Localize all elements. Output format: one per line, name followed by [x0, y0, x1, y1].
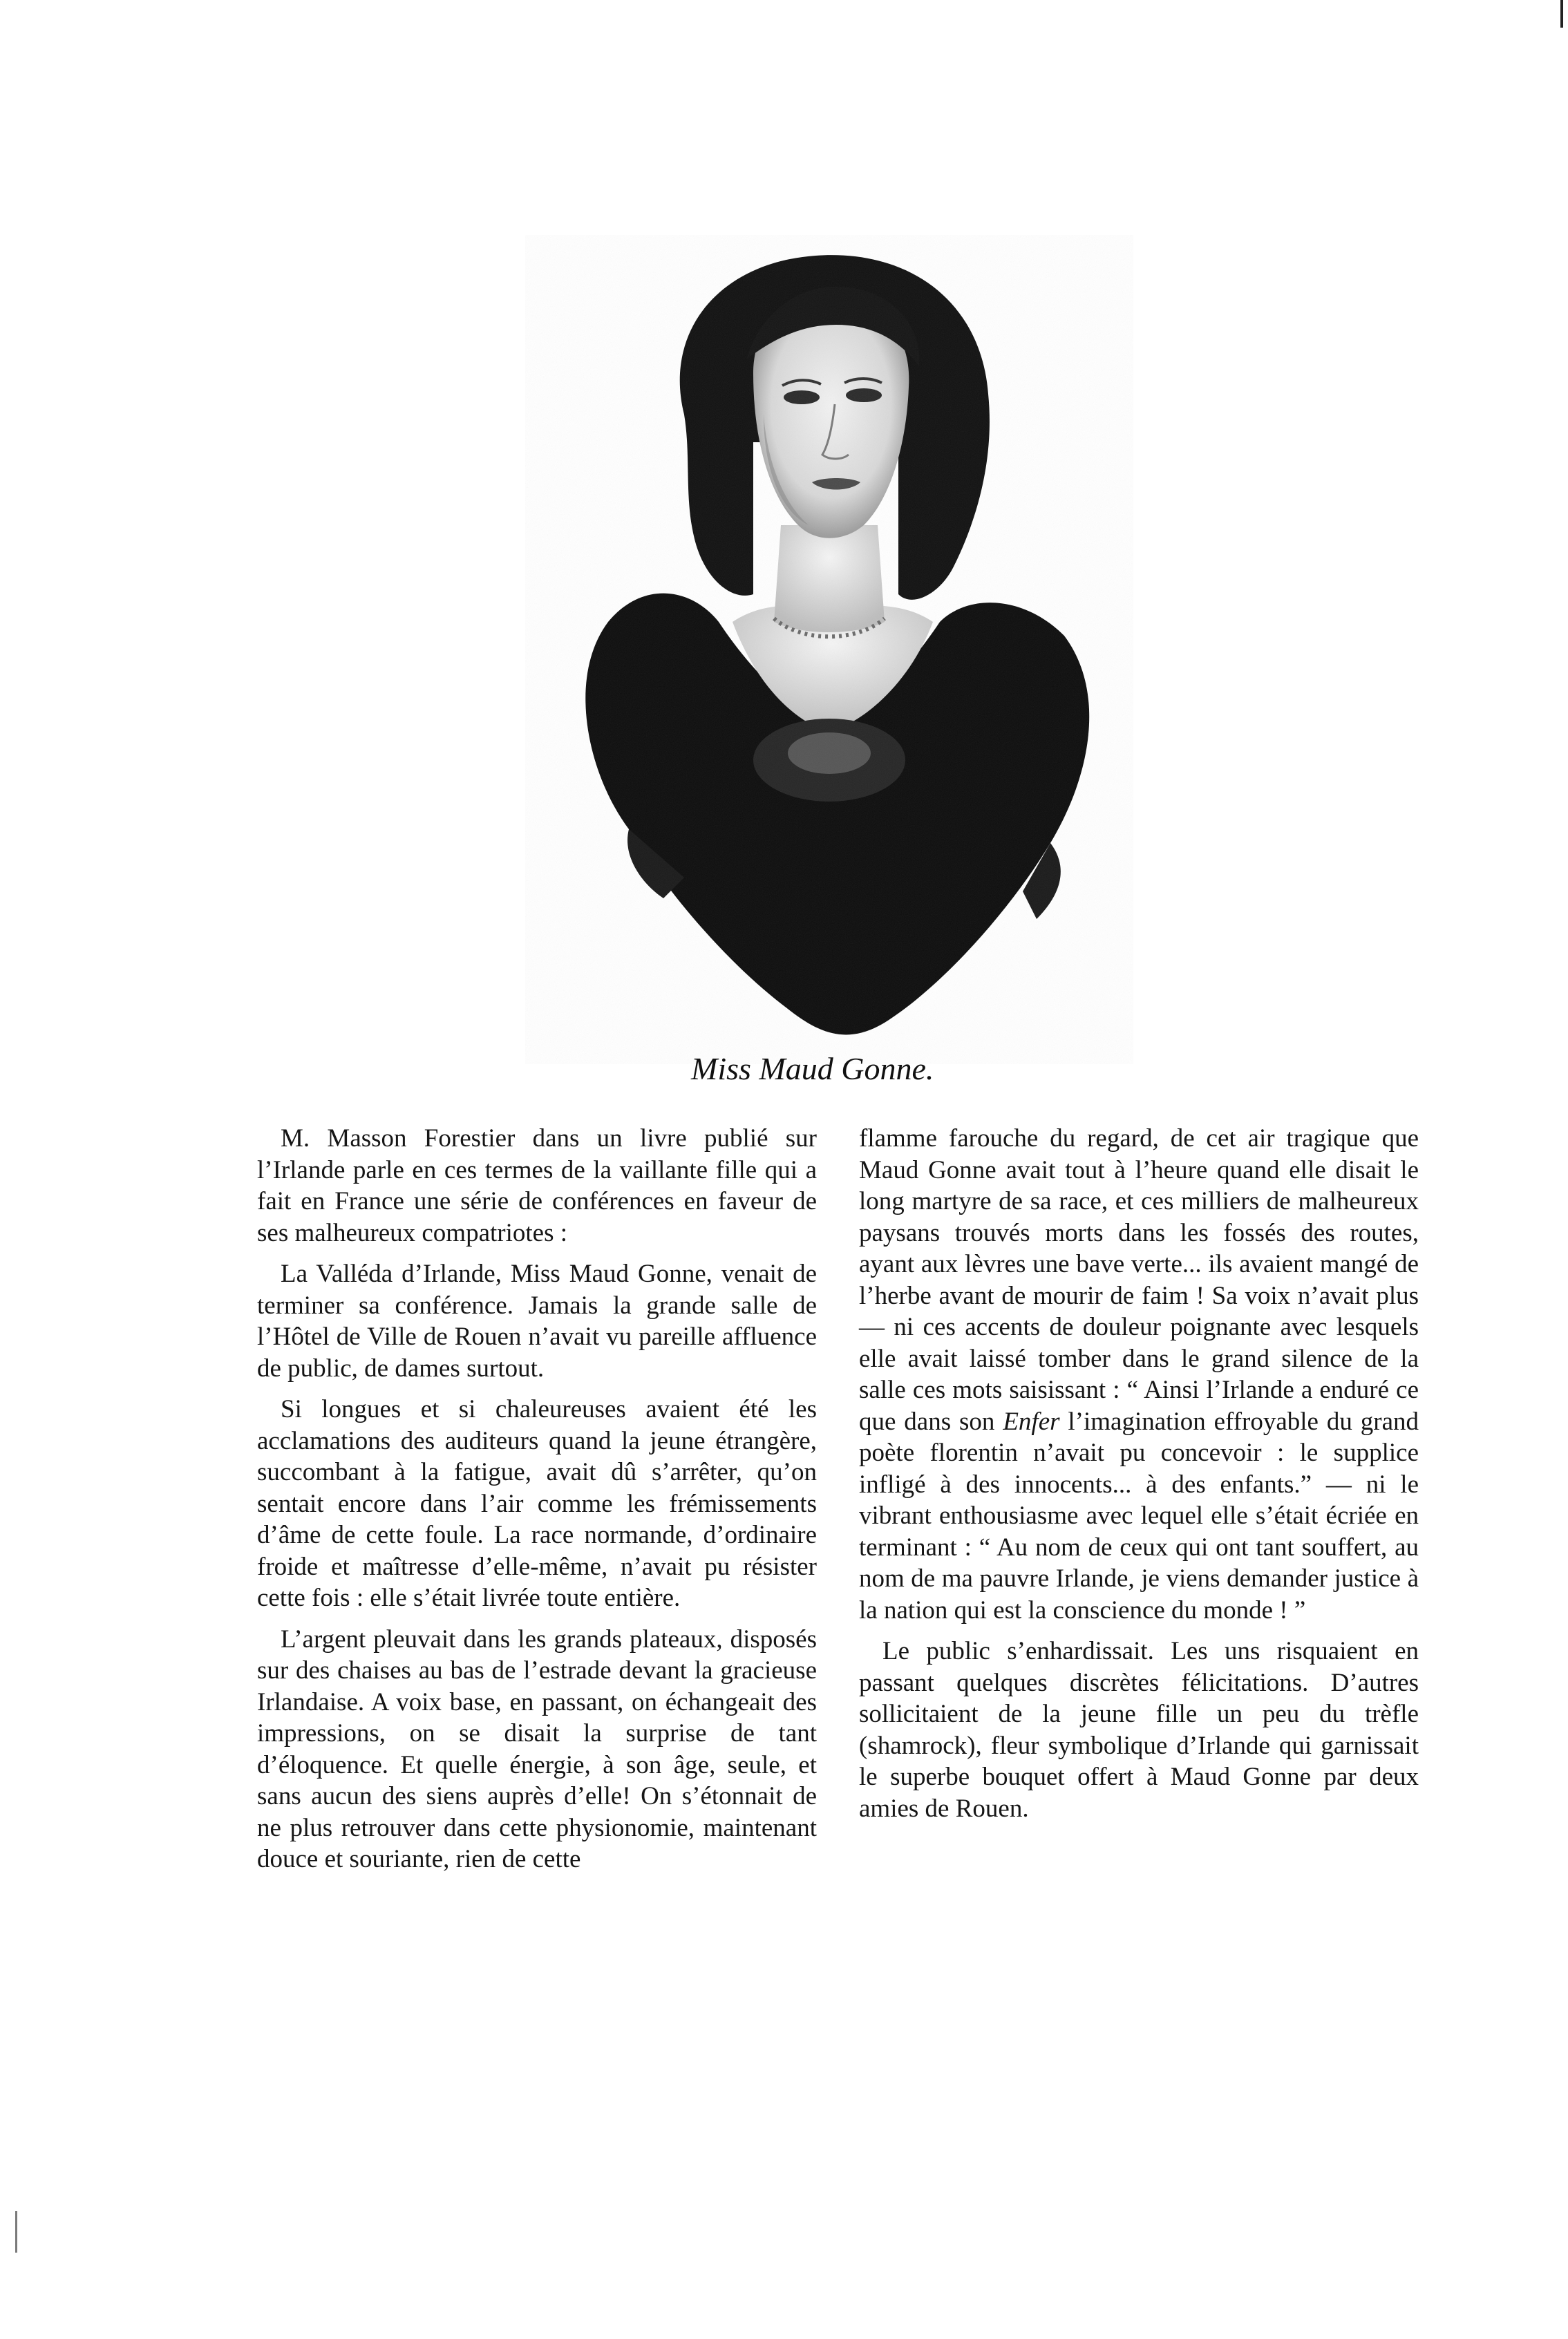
paragraph: M. Masson Forestier dans un livre publié sur l’Irlande parle en ces termes de la vaillante fille qui a fait en France une série de conférences en faveur de ses malheureux compatriotes :	[257, 1124, 817, 1247]
text-column-left	[257, 1123, 817, 1885]
paragraph: Si longues et si chaleureuses avaient été les acclamations des auditeurs quand la jeune étrangère, succombant à la fatigue, avait dû s’arrêter, qu’on sentait encore dans l’air comme les frémissements d’âme de cette foule. La race normande, d’ordinaire froide et maîtresse d’elle-même, n’avait pu résister cette fois : elle s’était livrée toute entière.	[257, 1395, 817, 1612]
scan-edge-mark	[1560, 0, 1563, 28]
text-run: l’imagination effroyable du grand poète florentin n’avait pu concevoir : le supplice infligé à des innocents... à des enfants.” — ni le vibrant enthousiasme avec lequel elle s’était écriée en terminant : “ Au nom de ceux qui ont tant souffert, au nom de ma pauvre Irlande, je viens demander justice à la nation qui est la conscience du monde ! ”	[859, 1407, 1419, 1625]
portrait-engraving	[525, 235, 1133, 1064]
paragraph: La Valléda d’Irlande, Miss Maud Gonne, venait de terminer sa conférence. Jamais la grande salle de l’Hôtel de Ville de Rouen n’avait vu pareille affluence de public, de dames surtout.	[257, 1260, 817, 1383]
scan-edge-mark	[15, 2211, 17, 2253]
paragraph-continued	[859, 1123, 1419, 1626]
text-column-right	[859, 1123, 1419, 1834]
text-run: flamme farouche du regard, de cet air tragique que Maud Gonne avait tout à l’heure quand elle disait le long martyre de sa race, et ces milliers de malheureux paysans trouvés morts dans les fossés des routes, ayant aux lèvres une bave verte... ils avaient mangé de l’herbe avant de mourir de faim ! Sa voix n’avait plus — ni ces accents de douleur poignante avec lesquels elle avait laissé tomber dans le grand silence de la salle ces mots saisissant : “ Ainsi l’Irlande a enduré ce que dans son	[859, 1124, 1419, 1436]
italic-title: Enfer	[1003, 1407, 1060, 1436]
paragraph: L’argent pleuvait dans les grands plateaux, disposés sur des chaises au bas de l’estrade devant la gracieuse Irlandaise. A voix base, en passant, on échangeait des impressions, on se disait la surprise de tant d’éloquence. Et quelle énergie, à son âge, seule, et sans aucun des siens auprès d’elle! On s’étonnait de ne plus retrouver dans cette physionomie, maintenant douce et souriante, rien de cette	[257, 1625, 817, 1873]
figure-caption: Miss Maud Gonne.	[691, 1051, 934, 1086]
portrait-illustration	[525, 235, 1133, 1064]
paragraph: Le public s’enhardissait. Les uns risquaient en passant quelques discrètes félicitations. D’autres sollicitaient de la jeune fille un peu du trèfle (shamrock), fleur symbolique d’Irlande qui garnissait le superbe bouquet offert à Maud Gonne par deux amies de Rouen.	[859, 1637, 1419, 1823]
